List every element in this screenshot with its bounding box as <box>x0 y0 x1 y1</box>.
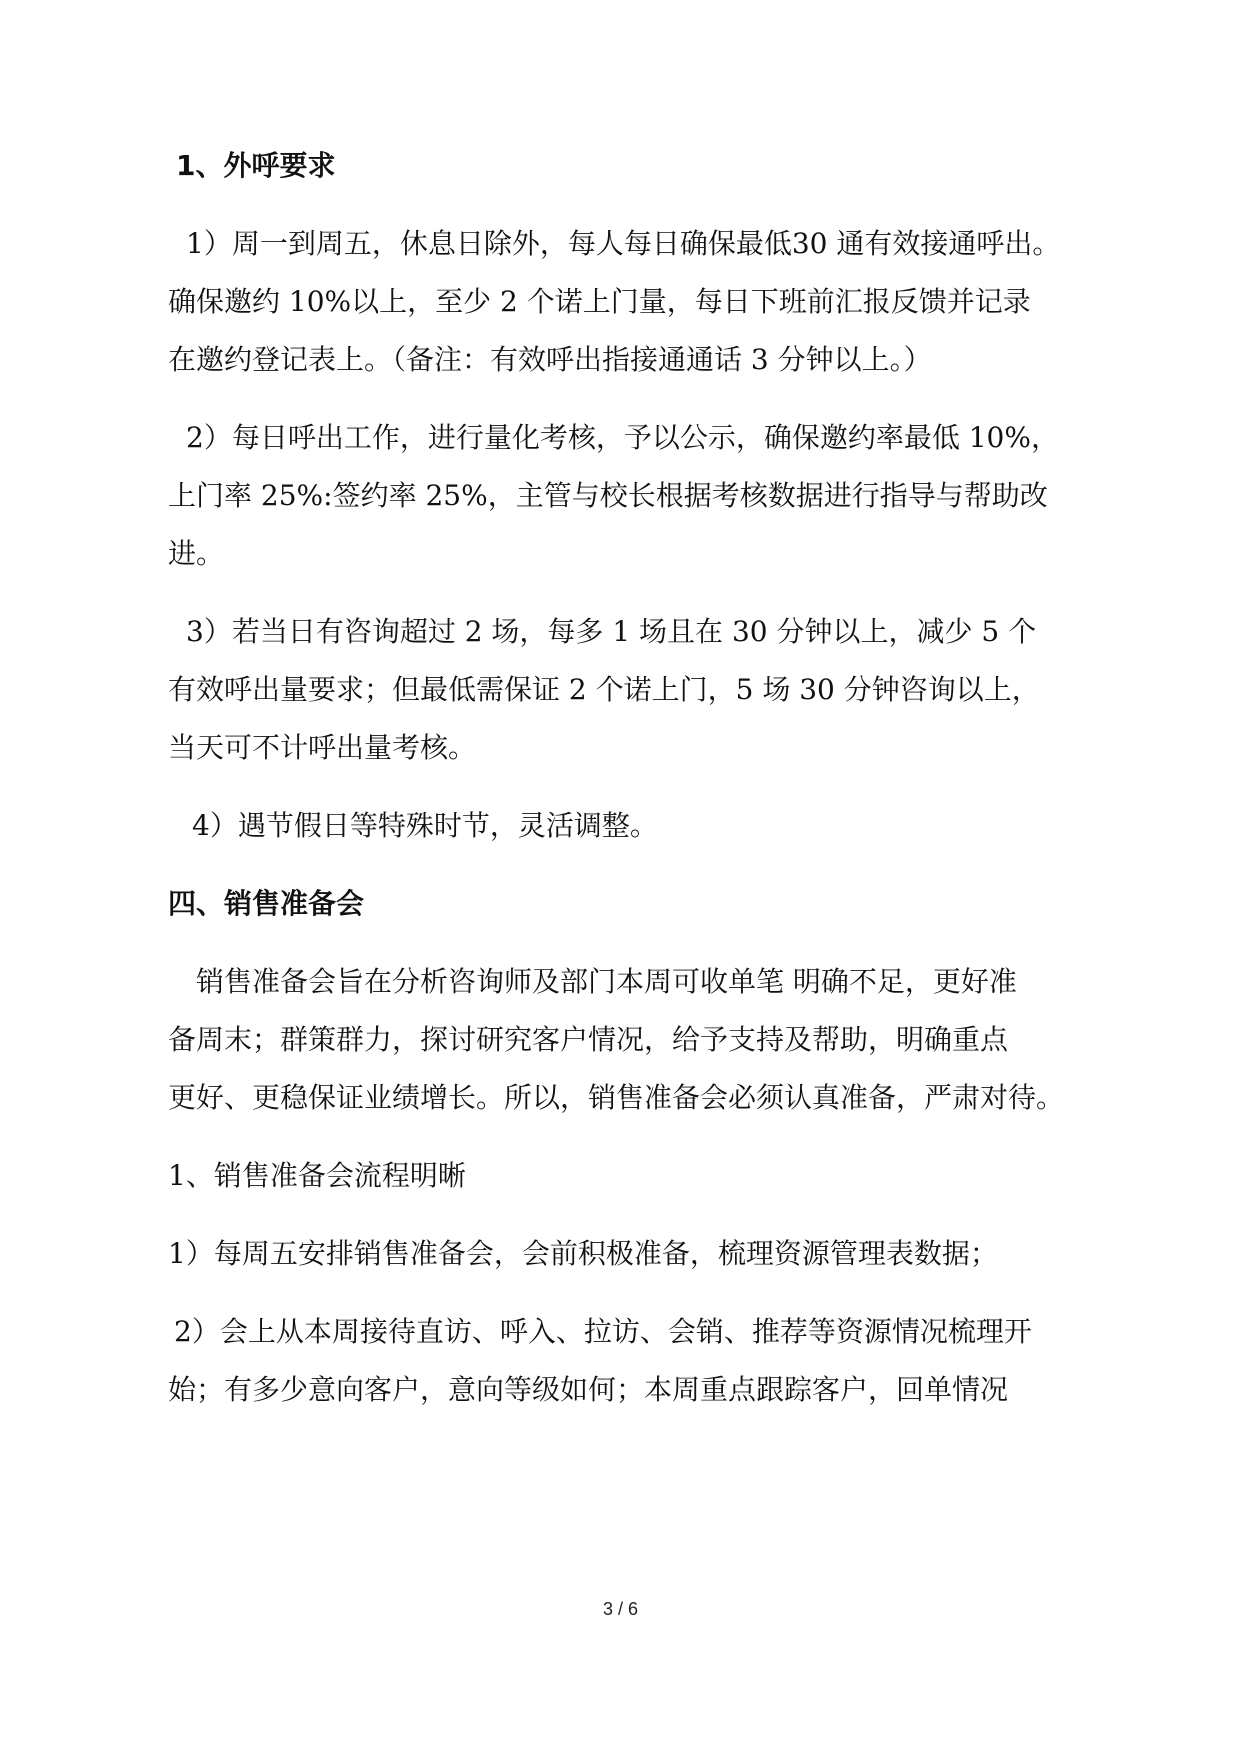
page-number: 3 / 6 <box>602 1599 639 1619</box>
paragraph-line: 确保邀约 10%以上，至少 2 个诺上门量，每日下班前汇报反馈并记录 <box>168 285 1031 318</box>
paragraph-line: 2）会上从本周接待直访、呼入、拉访、会销、推荐等资源情况梳理开 <box>174 1315 1032 1348</box>
paragraph-line: 3）若当日有咨询超过 2 场，每多 1 场且在 30 分钟以上，减少 5 个 <box>186 615 1037 648</box>
paragraph-line: 有效呼出量要求；但最低需保证 2 个诺上门，5 场 30 分钟咨询以上， <box>168 673 1040 706</box>
paragraph-line: 更好、更稳保证业绩增长。所以，销售准备会必须认真准备，严肃对待。 <box>168 1081 1065 1114</box>
paragraph-holiday-adjustment: 4）遇节假日等特殊时节，灵活调整。 <box>192 809 658 842</box>
paragraph-line: 2）每日呼出工作，进行量化考核，予以公示，确保邀约率最低 10%， <box>186 421 1059 454</box>
paragraph-line: 备周末；群策群力，探讨研究客户情况，给予支持及帮助，明确重点 <box>168 1023 1009 1056</box>
section-heading-sales-prep-meeting: 四、销售准备会 <box>168 887 365 920</box>
section-heading-outbound-call: 1、外呼要求 <box>176 149 336 182</box>
sub-heading-meeting-process: 1、销售准备会流程明晰 <box>168 1159 466 1192</box>
paragraph-line: 销售准备会旨在分析咨询师及部门本周可收单笔 明确不足，更好准 <box>196 965 1017 998</box>
paragraph-line: 在邀约登记表上。（备注：有效呼出指接通通话 3 分钟以上。） <box>168 343 932 376</box>
paragraph-line: 进。 <box>168 537 225 570</box>
list-item-weekly-friday-meeting: 1）每周五安排销售准备会，会前积极准备，梳理资源管理表数据； <box>168 1237 998 1270</box>
paragraph-line: 上门率 25%:签约率 25%，主管与校长根据考核数据进行指导与帮助改 <box>168 479 1048 512</box>
paragraph-line: 始；有多少意向客户，意向等级如何；本周重点跟踪客户，回单情况 <box>168 1373 1009 1406</box>
paragraph-line: 当天可不计呼出量考核。 <box>168 731 477 764</box>
paragraph-line: 1）周一到周五，休息日除外，每人每日确保最低30 通有效接通呼出。 <box>186 227 1061 260</box>
